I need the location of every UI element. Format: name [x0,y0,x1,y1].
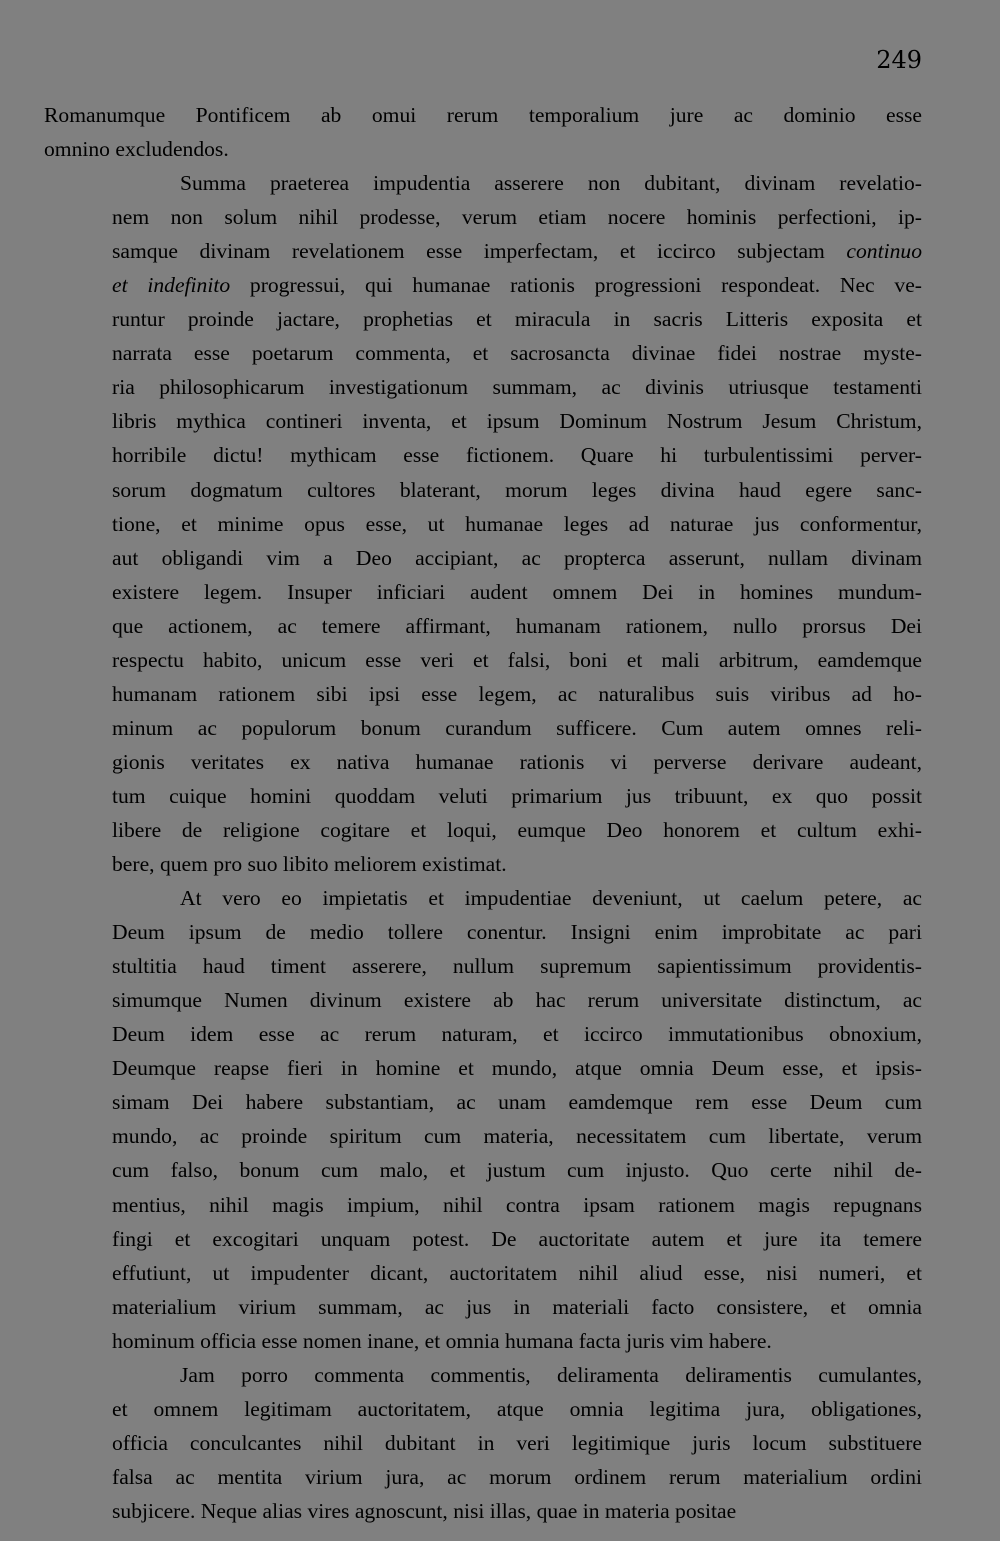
text-line: existere legem. Insuper inficiari audent omnem Dei in homines mundum- [112,579,922,604]
paragraph [44,881,922,1358]
text-line: mentius, nihil magis impium, nihil contra ipsam rationem magis repugnans [112,1192,922,1217]
text-line: et indefinito progressui, qui humanae rationis progressioni respondeat. Nec ve- [112,273,922,298]
paragraph [44,98,922,166]
text-line: tum cuique homini quoddam veluti primarium jus tribuunt, ex quo possit [112,783,922,808]
text-line: stultitia haud timent asserere, nullum supremum sapientissimum providentis- [112,954,922,979]
text-line: ria philosophicarum investigationum summam, ac divinis utriusque testamenti [112,375,922,400]
paragraph [44,166,922,881]
text-line: horribile dictu! mythicam esse fictionem. Quare hi turbulentissimi perver- [112,443,922,468]
text-line: effutiunt, ut impudenter dicant, auctoritatem nihil aliud esse, nisi numeri, et [112,1260,922,1285]
text-line: materialium virium summam, ac jus in materiali facto consistere, et omnia [112,1294,922,1319]
text-line: que actionem, ac temere affirmant, humanam rationem, nullo prorsus Dei [112,613,922,638]
text-line: falsa ac mentita virium jura, ac morum ordinem rerum materialium ordini [112,1464,922,1489]
text-line: et omnem legitimam auctoritatem, atque omnia legitima jura, obligationes, [112,1396,922,1421]
text-line: At vero eo impietatis et impudentiae deveniunt, ut caelum petere, ac [180,886,922,911]
text-line: mundo, ac proinde spiritum cum materia, necessitatem cum libertate, verum [112,1124,922,1149]
text-line: runtur proinde jactare, prophetias et miracula in sacris Litteris exposita et [112,307,922,332]
text-line: humanam rationem sibi ipsi esse legem, ac naturalibus suis viribus ad ho- [112,681,922,706]
text-line: Deum idem esse ac rerum naturam, et iccirco immutationibus obnoxium, [112,1022,922,1047]
text-line: Romanumque Pontificem ab omui rerum temporalium jure ac dominio esse [44,103,922,127]
text-line: omnino excludendos. [44,137,229,162]
text-line: minum ac populorum bonum curandum sufficere. Cum autem omnes reli- [112,715,922,740]
text-line: respectu habito, unicum esse veri et falsi, boni et mali arbitrum, eamdemque [112,647,922,672]
text-line: Deum ipsum de medio tollere conentur. Insigni enim improbitate ac pari [112,920,922,945]
body-text [44,98,922,1528]
text-line: simumque Numen divinum existere ab hac rerum universitate distinctum, ac [112,988,922,1013]
paragraph [44,1358,922,1528]
text-line: hominum officia esse nomen inane, et omnia humana facta juris vim habere. [112,1328,772,1353]
text-line: Jam porro commenta commentis, deliramenta deliramentis cumulantes, [180,1362,922,1387]
text-line: narrata esse poetarum commenta, et sacrosancta divinae fidei nostrae myste- [112,341,922,366]
text-line: Summa praeterea impudentia asserere non dubitant, divinam revelatio- [180,171,922,196]
text-line: simam Dei habere substantiam, ac unam eamdemque rem esse Deum cum [112,1090,922,1115]
text-line: gionis veritates ex nativa humanae rationis vi perverse derivare audeant, [112,749,922,774]
text-line: libere de religione cogitare et loqui, eumque Deo honorem et cultum exhi- [112,817,922,842]
text-line: cum falso, bonum cum malo, et justum cum injusto. Quo certe nihil de- [112,1158,922,1183]
text-line: samque divinam revelationem esse imperfectam, et iccirco subjectam continuo [112,239,922,264]
text-line: sorum dogmatum cultores blaterant, morum leges divina haud egere sanc- [112,477,922,502]
text-line: fingi et excogitari unquam potest. De auctoritate autem et jure ita temere [112,1226,922,1251]
page-number: 249 [876,46,922,74]
text-line: nem non solum nihil prodesse, verum etiam nocere hominis perfectioni, ip- [112,205,922,230]
text-line: bere, quem pro suo libito meliorem existimat. [112,852,507,877]
text-line: officia conculcantes nihil dubitant in veri legitimique juris locum substituere [112,1430,922,1455]
text-line: aut obligandi vim a Deo accipiant, ac propterca asserunt, nullam divinam [112,545,922,570]
text-line: Deumque reapse fieri in homine et mundo, atque omnia Deum esse, et ipsis- [112,1056,922,1081]
text-line: tione, et minime opus esse, ut humanae leges ad naturae jus conformentur, [112,511,922,536]
text-line: subjicere. Neque alias vires agnoscunt, nisi illas, quae in materia positae [112,1498,737,1523]
text-line: libris mythica contineri inventa, et ipsum Dominum Nostrum Jesum Christum, [112,409,922,434]
